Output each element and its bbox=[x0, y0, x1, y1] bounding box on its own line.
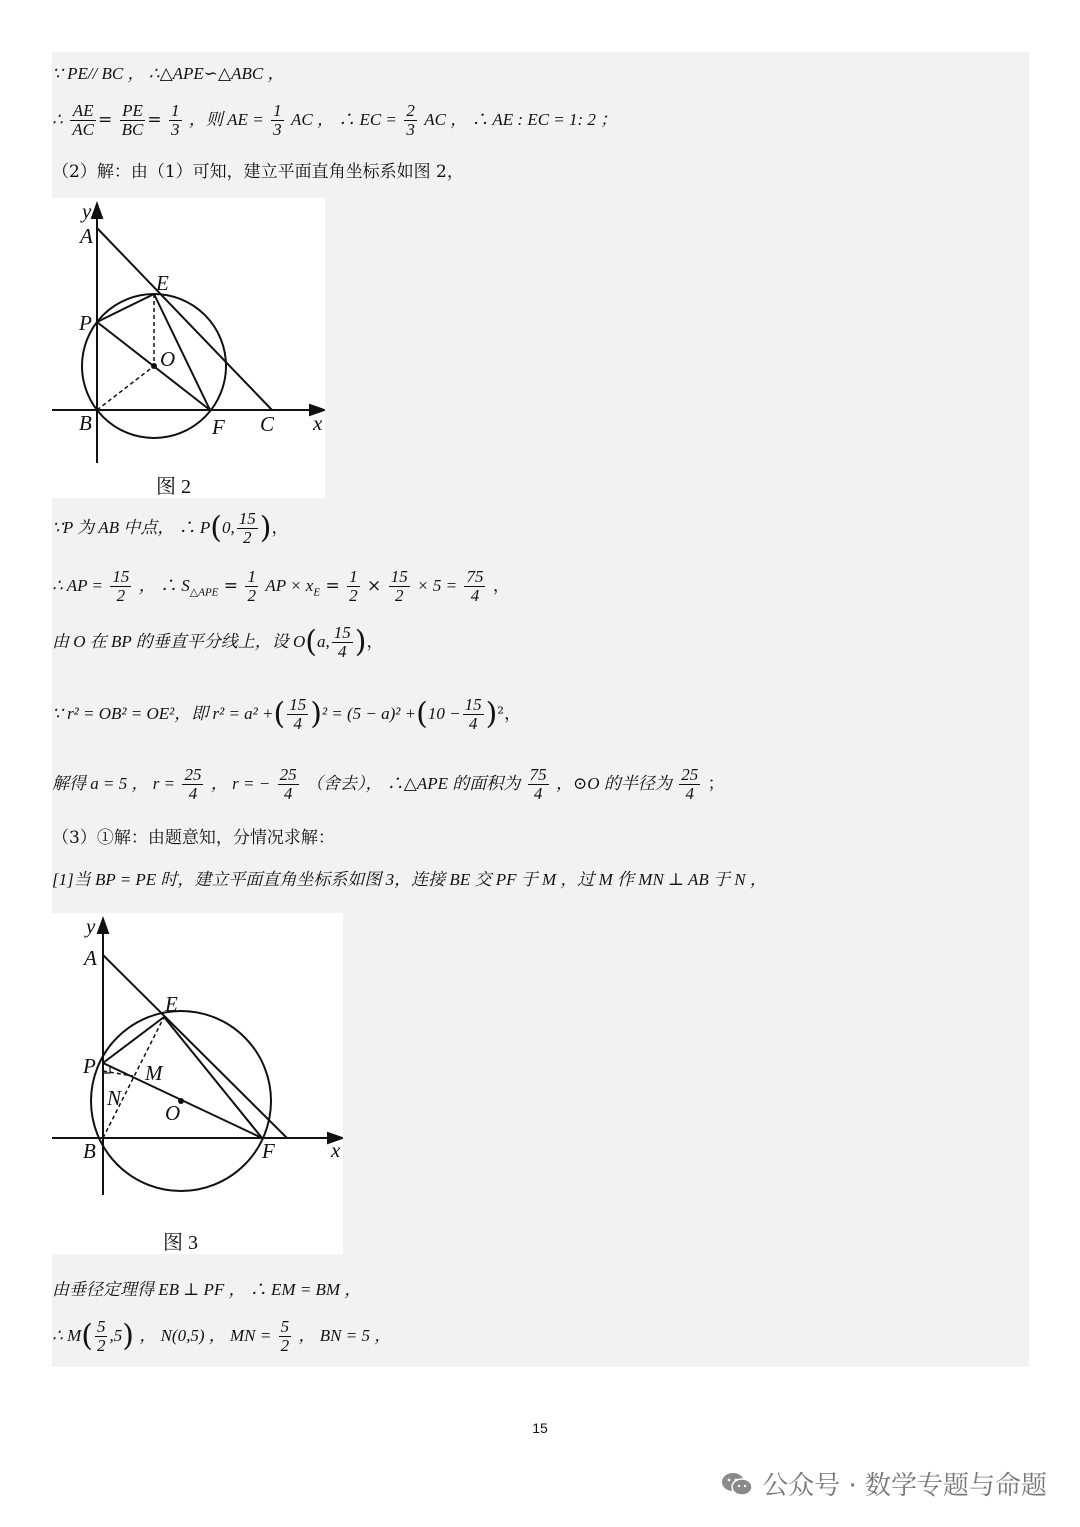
fraction: $\frac{15}{2}$ bbox=[112, 567, 130, 605]
fraction: $\frac{5}{2}$ bbox=[96, 1317, 106, 1355]
fraction: $\frac{15}{2}$ bbox=[390, 567, 408, 605]
fraction: $\frac{25}{4}$ bbox=[184, 765, 202, 803]
fraction: $\frac{15}{4}$ bbox=[464, 695, 482, 733]
fraction: $\frac{PE}{BC}$ bbox=[121, 101, 144, 139]
label-P: P bbox=[79, 311, 92, 335]
watermark-text: 公众号 · 数学专题与命题 bbox=[762, 1471, 1047, 1501]
label-A: A bbox=[84, 946, 97, 970]
figure-2-caption: 图 2 bbox=[156, 476, 191, 498]
fraction: $\frac{75}{4}$ bbox=[466, 567, 484, 605]
label-y: y bbox=[86, 914, 96, 938]
label-x: x bbox=[313, 411, 323, 435]
fraction: $\frac{1}{2}$ bbox=[247, 567, 256, 605]
text-line-2: ∴ $\frac{AE}{AC}$ = $\frac{PE}{BC}$ = $\frac{1}{3}$ ，则 AE = $\frac{1}{3}$ AC ， ∴ EC = $\frac{2}{3}$ AC ， ∴ AE : EC = 1: 2 ； bbox=[52, 101, 618, 139]
fraction: $\frac{1}{3}$ bbox=[273, 101, 282, 139]
text-line-10: [1]当 BP = PE 时，建立平面直角坐标系如图 3，连接 BE 交 PF 于 M ，过 M 作 MN ⊥ AB 于 N ， bbox=[52, 870, 767, 889]
label-B: B bbox=[79, 411, 92, 435]
fraction: $\frac{15}{4}$ bbox=[289, 695, 307, 733]
label-F: F bbox=[212, 415, 225, 439]
text-line-6: 由 O 在 BP 的垂直平分线上，设 O(a, $\frac{15}{4}$ )， bbox=[52, 623, 384, 661]
text-line-8: 解得 a = 5 ， r = $\frac{25}{4}$ ， r = − $\frac{25}{4}$ （舍去）， ∴△APE 的面积为 $\frac{75}{4}$ ，⊙O 的半径为 $\frac{25}{4}$ ； bbox=[52, 765, 725, 803]
label-P: P bbox=[83, 1054, 96, 1078]
fraction: $\frac{25}{4}$ bbox=[279, 765, 297, 803]
text-line-1: ∵ PE// BC ， ∴△APE∽△ABC ， bbox=[52, 64, 285, 83]
text-line-5: ∴ AP = $\frac{15}{2}$ ， ∴ $S_{\triangle APE}$ = $\frac{1}{2}$ AP × $x_E$ = $\frac{1}{2}$ × $\frac{15}{2}$ × 5 = $\frac{75}{4}$ ， bbox=[52, 567, 510, 605]
watermark bbox=[720, 1465, 1047, 1502]
wechat-icon bbox=[720, 1471, 754, 1497]
fraction: $\frac{15}{4}$ bbox=[333, 623, 351, 661]
label-y: y bbox=[82, 199, 92, 223]
fraction: $\frac{75}{4}$ bbox=[529, 765, 547, 803]
text-line-4: ∵P 为 AB 中点， ∴ P(0, $\frac{15}{2}$ )， bbox=[52, 509, 289, 547]
label-C: C bbox=[260, 412, 275, 436]
text-line-3: （2）解：由（1）可知，建立平面直角坐标系如图 2， bbox=[52, 162, 464, 182]
label-O: O bbox=[160, 347, 176, 371]
fraction: $\frac{5}{2}$ bbox=[280, 1317, 290, 1355]
label-E: E bbox=[156, 271, 169, 295]
page-number: 15 bbox=[532, 1420, 548, 1436]
figure-2-diagram bbox=[52, 198, 325, 498]
label-N: N bbox=[107, 1086, 122, 1110]
label-F: F bbox=[262, 1139, 275, 1163]
figure-2 bbox=[52, 198, 325, 498]
text-line-12: ∴ M( $\frac{5}{2}$ ,5) ， N(0,5) ， MN = $\frac{5}{2}$ ， BN = 5 ， bbox=[52, 1317, 392, 1355]
text-line-7: ∵ r² = OB² = OE²，即 r² = a² +( $\frac{15}{4}$ )² = (5 − a)² +(10 − $\frac{15}{4}$ )²， bbox=[52, 695, 522, 733]
figure-3-diagram bbox=[52, 913, 343, 1254]
label-O: O bbox=[165, 1101, 181, 1125]
label-E: E bbox=[165, 992, 178, 1016]
figure-3-caption: 图 3 bbox=[163, 1232, 198, 1254]
figure-3 bbox=[52, 913, 343, 1254]
fraction: $\frac{25}{4}$ bbox=[681, 765, 699, 803]
fraction: $\frac{AE}{AC}$ bbox=[72, 101, 94, 139]
label-B: B bbox=[83, 1139, 96, 1163]
label-A: A bbox=[80, 224, 93, 248]
text-line-11: 由垂径定理得 EB ⊥ PF ， ∴ EM = BM ， bbox=[52, 1280, 362, 1299]
fraction: $\frac{2}{3}$ bbox=[406, 101, 415, 139]
fraction: $\frac{15}{2}$ bbox=[238, 509, 256, 547]
fraction: $\frac{1}{2}$ bbox=[349, 567, 358, 605]
label-M: M bbox=[145, 1061, 163, 1085]
label-x: x bbox=[331, 1138, 341, 1162]
text-line-9: （3）①解：由题意知，分情况求解： bbox=[52, 828, 335, 848]
fraction: $\frac{1}{3}$ bbox=[171, 101, 180, 139]
